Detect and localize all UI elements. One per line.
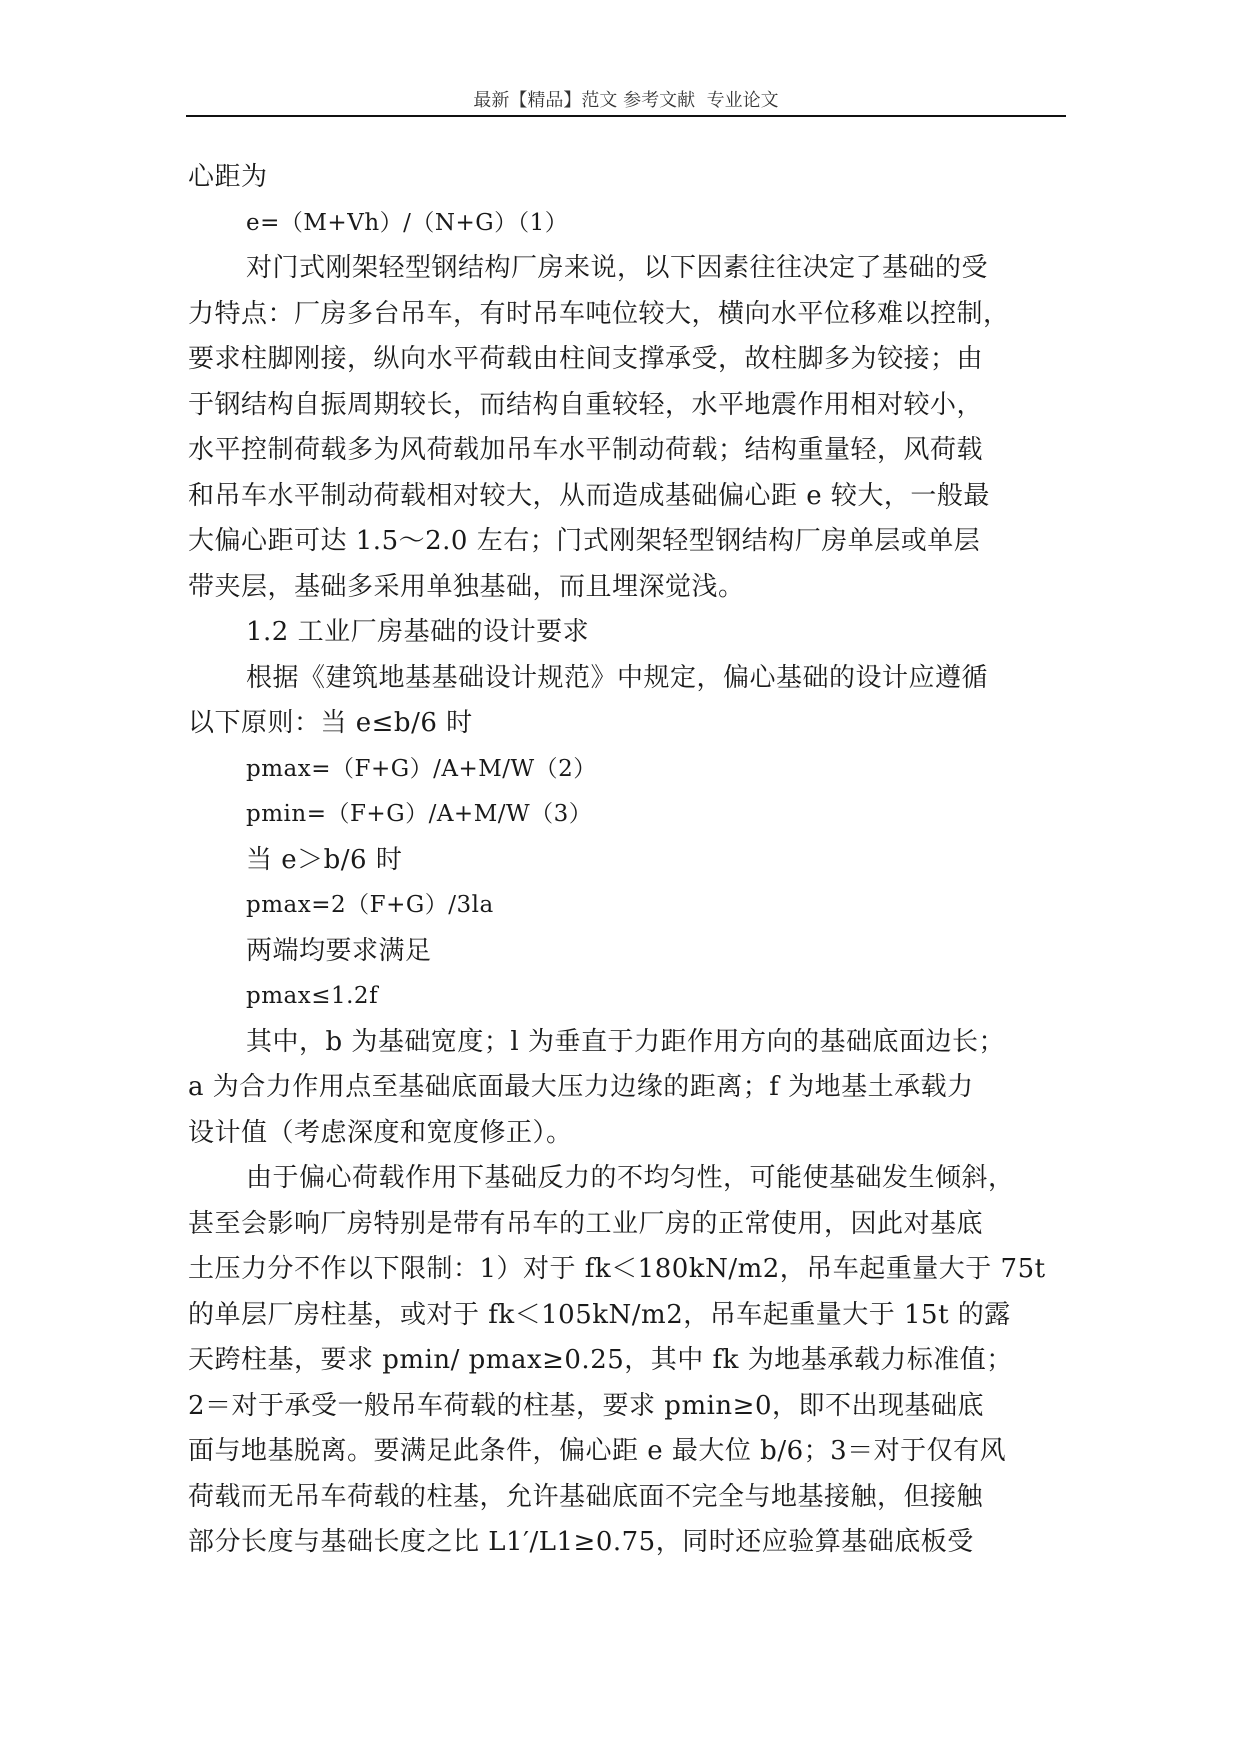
- text-line: 力特点：厂房多台吊车，有时吊车吨位较大，横向水平位移难以控制，: [188, 298, 1010, 329]
- text-line: 水平控制荷载多为风荷载加吊车水平制动荷载；结构重量轻，风荷载: [188, 435, 984, 465]
- formula-line: pmax≤1.2f: [246, 983, 379, 1009]
- text-line: 天跨柱基，要求 pmin/ pmax≥0.25，其中 fk 为地基承载力标准值；: [188, 1345, 1013, 1375]
- document-body: [188, 155, 1068, 1566]
- paragraph-start: 对门式刚架轻型钢结构厂房来说，以下因素往往决定了基础的受: [246, 253, 989, 283]
- text-line: 当 e＞b/6 时: [246, 844, 403, 875]
- text-line: 面与地基脱离。要满足此条件，偏心距 e 最大位 b/6；3＝对于仅有风: [188, 1436, 1007, 1466]
- text-line: 设计值（考虑深度和宽度修正）。: [188, 1117, 573, 1148]
- formula-line: e=（M+Vh）/（N+G）（1）: [246, 209, 569, 236]
- paragraph-start: 由于偏心荷载作用下基础反力的不均匀性，可能使基础发生倾斜，: [246, 1163, 1015, 1193]
- text-line: a 为合力作用点至基础底面最大压力边缘的距离；f 为地基土承载力: [188, 1072, 974, 1102]
- formula-line: pmin=（F+G）/A+M/W（3）: [246, 801, 593, 827]
- text-line: 和吊车水平制动荷载相对较大，从而造成基础偏心距 e 较大，一般最: [188, 480, 990, 511]
- text-line: 甚至会影响厂房特别是带有吊车的工业厂房的正常使用，因此对基底: [188, 1208, 984, 1239]
- formula-line: pmax=（F+G）/A+M/W（2）: [246, 755, 597, 782]
- text-line: 于钢结构自振周期较长，而结构自重较轻，水平地震作用相对较小，: [188, 389, 984, 420]
- paragraph-start: 其中，b 为基础宽度；l 为垂直于力距作用方向的基础底面边长；: [246, 1026, 1005, 1057]
- page-header: 最新【精品】范文 参考文献 专业论文: [473, 90, 779, 111]
- section-heading: 1.2 工业厂房基础的设计要求: [246, 617, 590, 647]
- text-line: 两端均要求满足: [246, 935, 432, 966]
- text-line: 带夹层，基础多采用单独基础，而且埋深觉浅。: [188, 571, 745, 602]
- text-line: 要求柱脚刚接，纵向水平荷载由柱间支撑承受，故柱脚多为铰接；由: [188, 344, 984, 374]
- text-line: 土压力分不作以下限制：1）对于 fk＜180kN/m2，吊车起重量大于 75t: [188, 1254, 1046, 1284]
- text-line: 部分长度与基础长度之比 L1′/L1≥0.75，同时还应验算基础底板受: [188, 1527, 974, 1557]
- text-line: 以下原则：当 e≤b/6 时: [188, 708, 473, 738]
- text-line: 的单层厂房柱基，或对于 fk＜105kN/m2，吊车起重量大于 15t 的露: [188, 1299, 1011, 1330]
- formula-line: pmax=2（F+G）/3la: [246, 892, 494, 918]
- text-line: 2＝对于承受一般吊车荷载的柱基，要求 pmin≥0，即不出现基础底: [188, 1390, 984, 1421]
- paragraph-start: 根据《建筑地基基础设计规范》中规定，偏心基础的设计应遵循: [246, 662, 989, 693]
- text-line: 荷载而无吊车荷载的柱基，允许基础底面不完全与地基接触，但接触: [188, 1481, 984, 1512]
- text-line: 心距为: [188, 162, 268, 192]
- header-divider: [186, 115, 1066, 117]
- text-line: 大偏心距可达 1.5～2.0 左右；门式刚架轻型钢结构厂房单层或单层: [188, 526, 981, 556]
